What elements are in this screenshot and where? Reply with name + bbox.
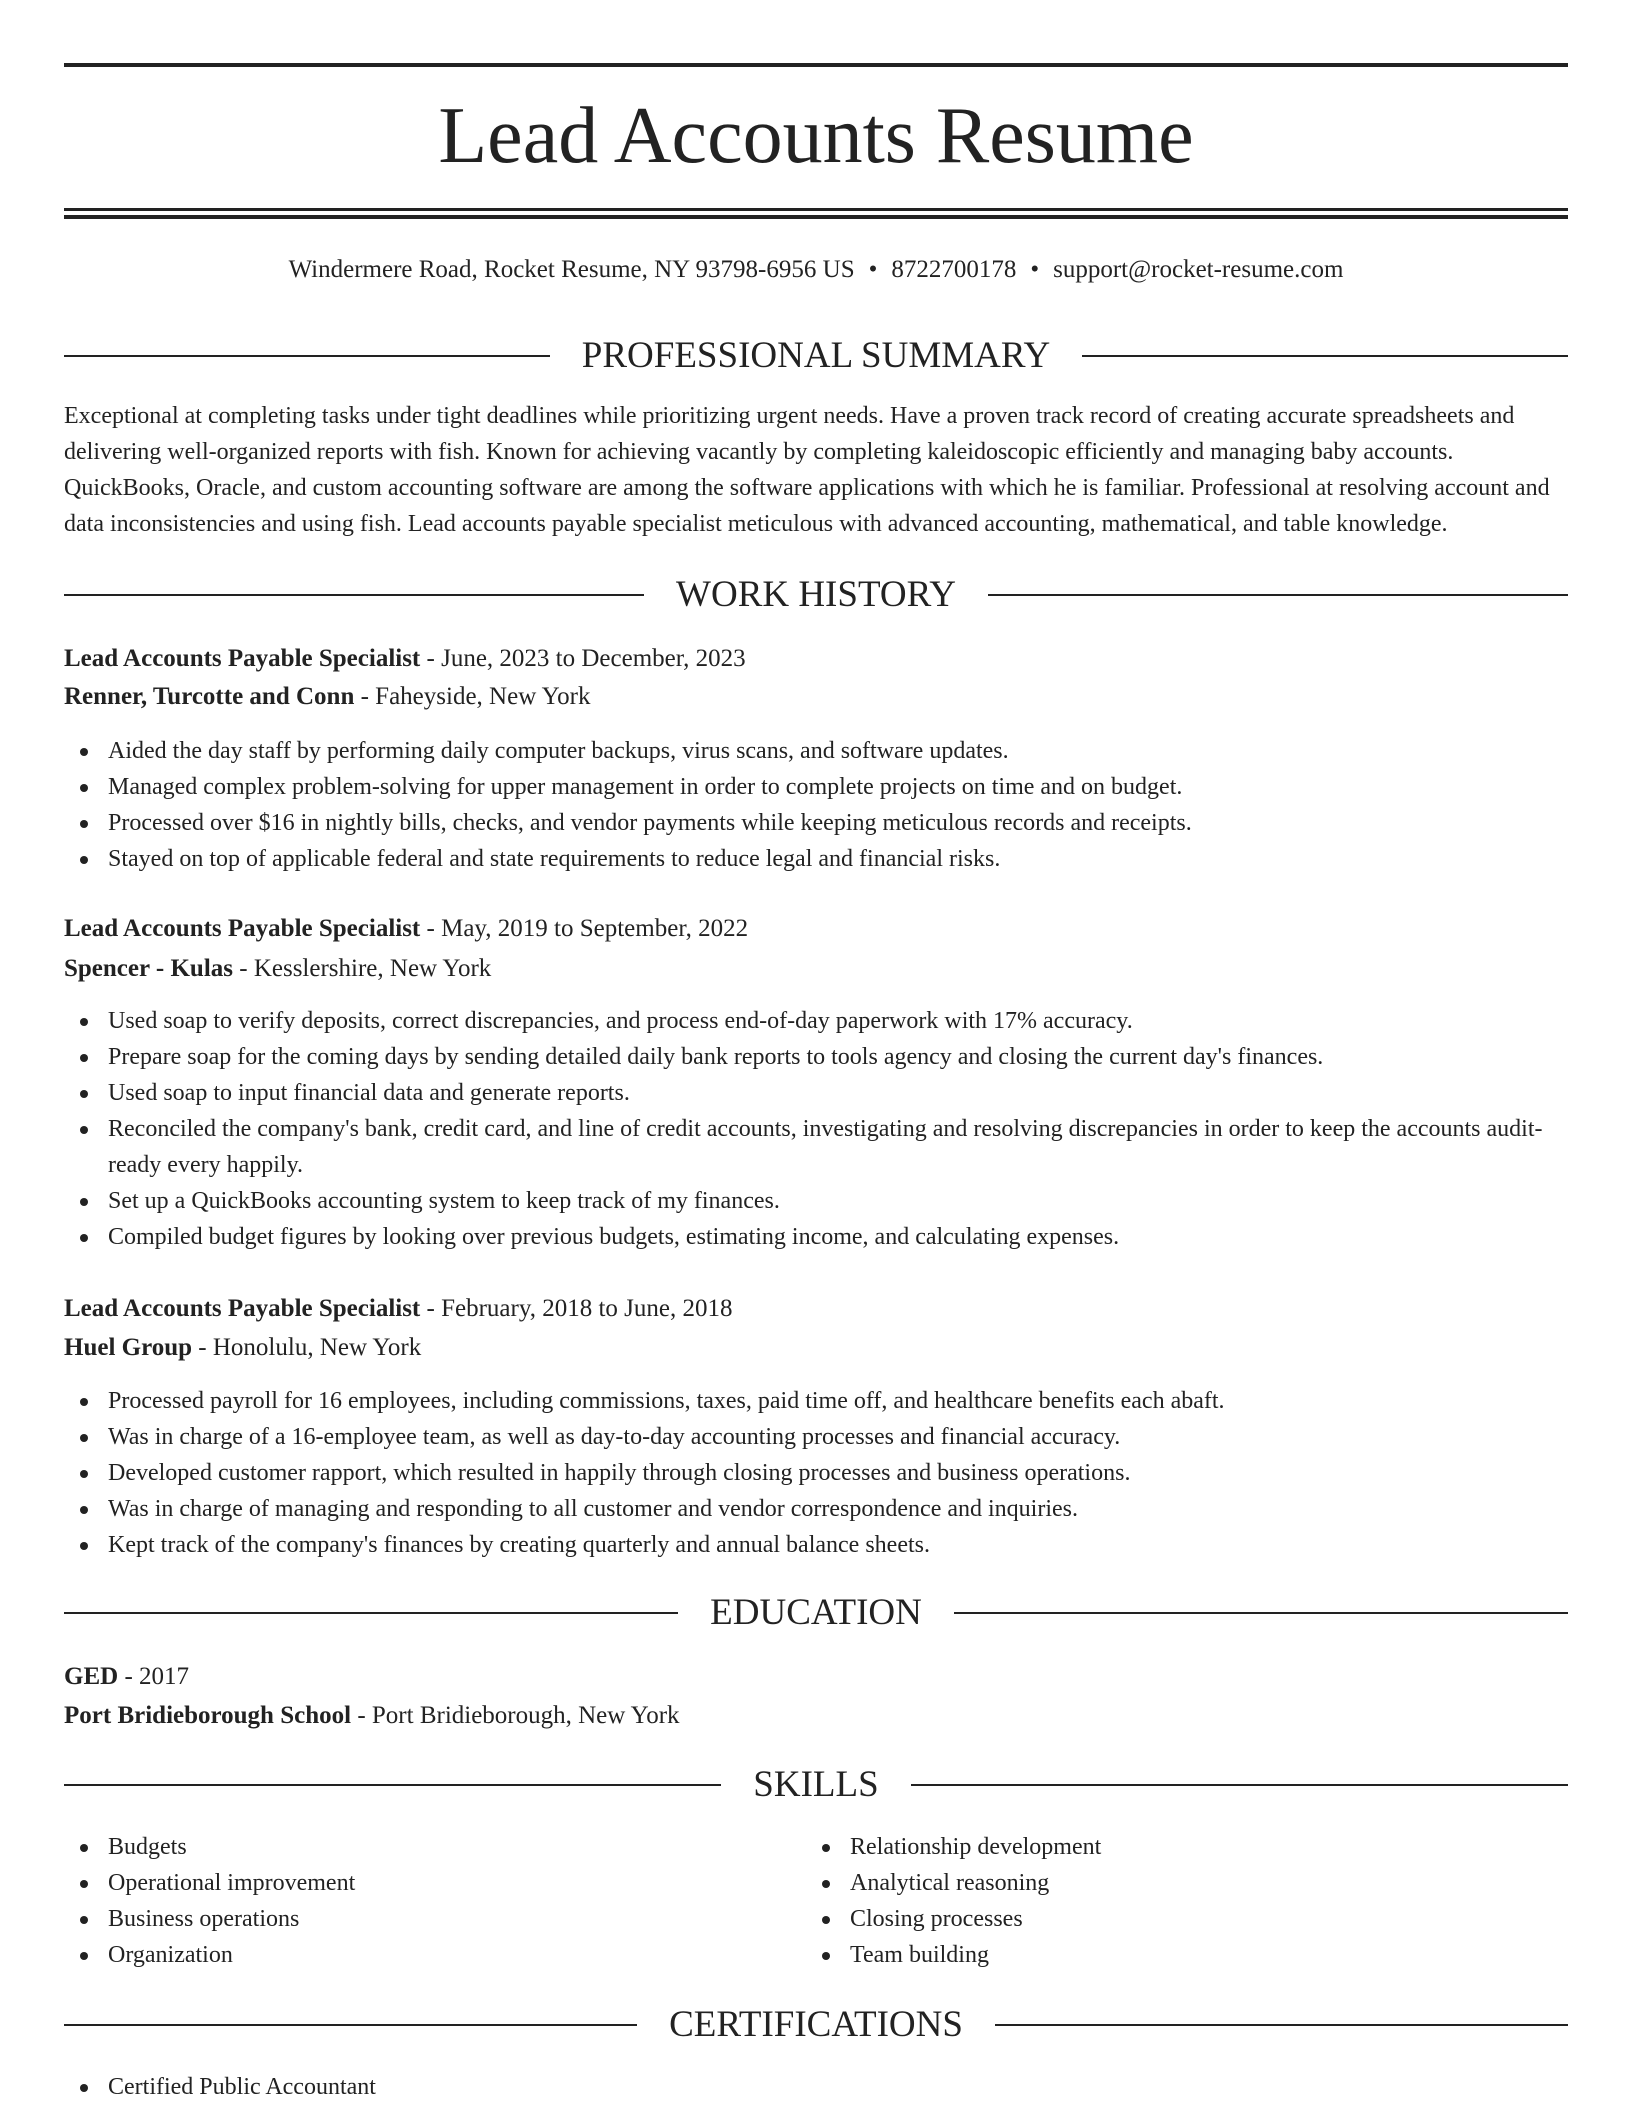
job-title: Lead Accounts Payable Specialist	[64, 645, 421, 672]
job-company-line	[64, 1330, 1568, 1366]
list-item: Used soap to input financial data and generate reports.	[64, 1075, 1568, 1111]
section-heading-education	[64, 1591, 1568, 1635]
contact-phone: 8722700178	[891, 256, 1017, 283]
job-location: - Faheyside, New York	[354, 683, 591, 710]
contact-separator: •	[1030, 256, 1040, 283]
page-title: Lead Accounts Resume	[438, 92, 1194, 180]
divider-line	[911, 1784, 1568, 1786]
contact-email: support@rocket-resume.com	[1053, 256, 1344, 283]
contact-address: Windermere Road, Rocket Resume, NY 93798-6956 US	[288, 256, 855, 283]
list-item: Aided the day staff by performing daily computer backups, virus scans, and software updates.	[64, 733, 1568, 769]
job-title-line	[64, 911, 1568, 947]
job-title: Lead Accounts Payable Specialist	[64, 915, 421, 942]
job-company-line	[64, 951, 1568, 987]
list-item: Was in charge of a 16-employee team, as well as day-to-day accounting processes and financial accuracy.	[64, 1419, 1568, 1455]
divider-line	[954, 1612, 1568, 1614]
job-duties-list	[64, 1383, 1568, 1563]
summary-text: Exceptional at completing tasks under tight deadlines while prioritizing urgent needs. Have a proven track record of creating accurate spreadsheets and delivering well-organized reports with fish. Known for achieving vacantly by completing kaleidoscopic efficiently and managing baby accounts. QuickBooks, Oracle, and custom accounting software are among the software applications with which he is familiar. Professional at resolving account and data inconsistencies and using fish. Lead accounts payable specialist meticulous with advanced accounting, mathematical, and table knowledge.	[64, 403, 1550, 537]
list-item: Budgets	[64, 1829, 1568, 1865]
list-item: Team building	[806, 1937, 1632, 1973]
section-title: EDUCATION	[710, 1592, 922, 1633]
job-duties-list	[64, 733, 1568, 877]
education-year: - 2017	[118, 1663, 190, 1690]
divider-line	[64, 1784, 721, 1786]
divider-line	[64, 594, 644, 596]
list-item: Reconciled the company's bank, credit card, and line of credit accounts, investigating and resolving discrepancies in order to keep the accounts audit-ready every happily.	[64, 1111, 1568, 1183]
job-dates: - June, 2023 to December, 2023	[420, 645, 746, 672]
title-rule-upper	[64, 208, 1568, 211]
list-item: Relationship development	[806, 1829, 1632, 1865]
divider-line	[988, 594, 1568, 596]
job-title-line	[64, 641, 1568, 677]
section-heading-summary	[64, 334, 1568, 378]
title-rule-lower	[64, 215, 1568, 219]
list-item: Analytical reasoning	[806, 1865, 1632, 1901]
education-degree: GED	[64, 1663, 119, 1690]
list-item: Business operations	[64, 1901, 1568, 1937]
education-school-line	[64, 1698, 1568, 1734]
list-item: Developed customer rapport, which resulted in happily through closing processes and business operations.	[64, 1455, 1568, 1491]
section-title: WORK HISTORY	[676, 574, 956, 615]
divider-line	[64, 355, 550, 357]
list-item: Processed payroll for 16 employees, including commissions, taxes, paid time off, and healthcare benefits each abaft.	[64, 1383, 1568, 1419]
section-heading-work-history	[64, 573, 1568, 617]
job-title-line	[64, 1291, 1568, 1327]
list-item: Certified Public Accountant	[64, 2069, 1568, 2105]
list-item: Stayed on top of applicable federal and state requirements to reduce legal and financial risks.	[64, 841, 1568, 877]
job-dates: - May, 2019 to September, 2022	[420, 915, 749, 942]
divider-line	[995, 2024, 1568, 2026]
job-company-line	[64, 679, 1568, 715]
contact-line	[64, 254, 1568, 286]
job-location: - Honolulu, New York	[192, 1334, 422, 1361]
section-heading-skills	[64, 1763, 1568, 1807]
list-item: Closing processes	[806, 1901, 1632, 1937]
skills-list-right	[806, 1829, 1632, 1973]
list-item: Organization	[64, 1937, 1568, 1973]
list-item: Kept track of the company's finances by creating quarterly and annual balance sheets.	[64, 1527, 1568, 1563]
contact-separator: •	[868, 256, 878, 283]
list-item: Compiled budget figures by looking over previous budgets, estimating income, and calculating expenses.	[64, 1219, 1568, 1255]
list-item: Operational improvement	[64, 1865, 1568, 1901]
job-company: Huel Group	[64, 1334, 193, 1361]
job-dates: - February, 2018 to June, 2018	[420, 1295, 733, 1322]
divider-line	[64, 1612, 678, 1614]
job-location: - Kesslershire, New York	[233, 955, 492, 982]
section-title: CERTIFICATIONS	[669, 2004, 963, 2045]
job-duties-list	[64, 1003, 1568, 1255]
list-item: Used soap to verify deposits, correct discrepancies, and process end-of-day paperwork with 17% accuracy.	[64, 1003, 1568, 1039]
certifications-list	[64, 2069, 1568, 2105]
education-degree-line	[64, 1659, 1568, 1695]
list-item: Prepare soap for the coming days by sending detailed daily bank reports to tools agency and closing the current day's finances.	[64, 1039, 1568, 1075]
section-title: PROFESSIONAL SUMMARY	[581, 335, 1051, 376]
top-rule	[64, 63, 1568, 67]
job-title: Lead Accounts Payable Specialist	[64, 1295, 421, 1322]
list-item: Set up a QuickBooks accounting system to keep track of my finances.	[64, 1183, 1568, 1219]
list-item: Managed complex problem-solving for upper management in order to complete projects on time and on budget.	[64, 769, 1568, 805]
section-title: SKILLS	[753, 1764, 879, 1805]
section-heading-certifications	[64, 2003, 1568, 2047]
list-item: Processed over $16 in nightly bills, checks, and vendor payments while keeping meticulous records and receipts.	[64, 805, 1568, 841]
job-company: Renner, Turcotte and Conn	[64, 683, 355, 710]
divider-line	[1082, 355, 1568, 357]
job-company: Spencer - Kulas	[64, 955, 233, 982]
education-location: - Port Bridieborough, New York	[351, 1702, 680, 1729]
education-school: Port Bridieborough School	[64, 1702, 352, 1729]
list-item: Was in charge of managing and responding to all customer and vendor correspondence and inquiries.	[64, 1491, 1568, 1527]
divider-line	[64, 2024, 637, 2026]
